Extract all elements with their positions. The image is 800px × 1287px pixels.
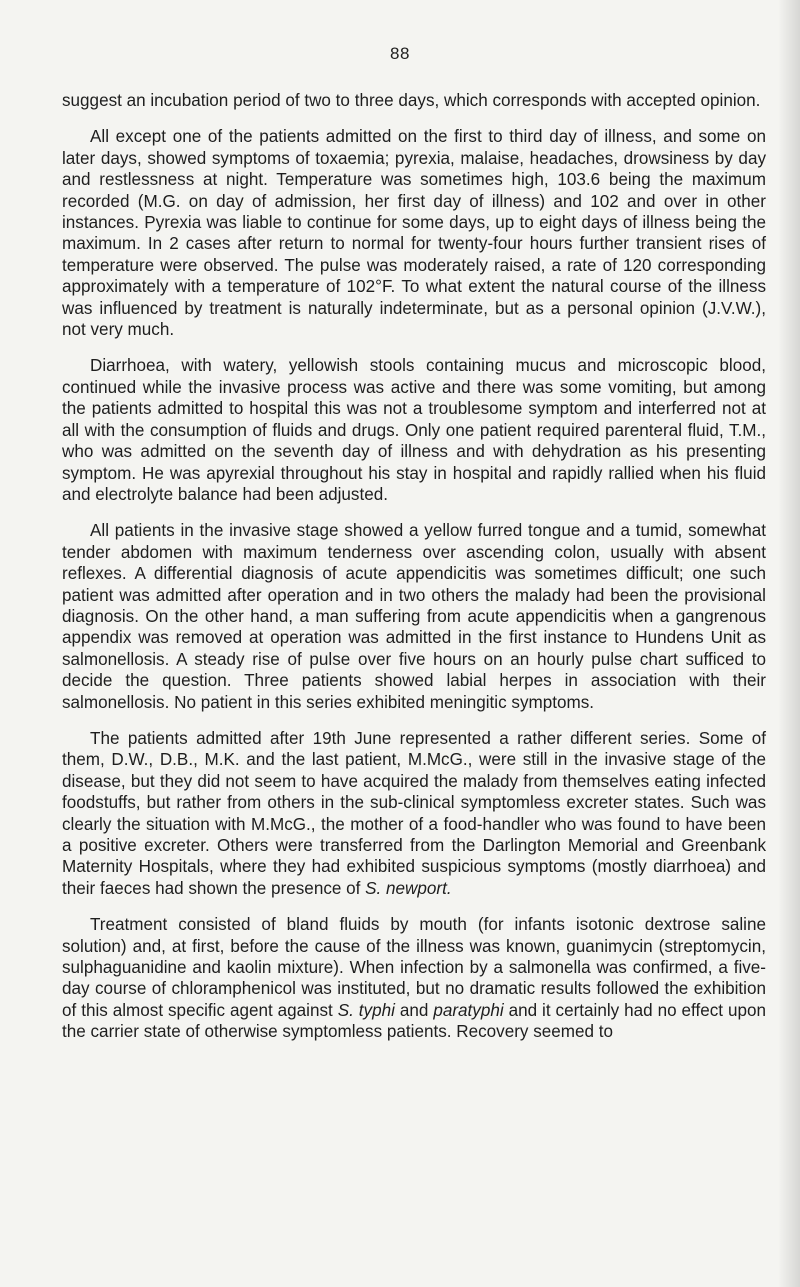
species-name: paratyphi [433,1000,504,1020]
species-name: S. typhi [337,1000,395,1020]
paragraph-text: and [394,1000,434,1020]
paragraph [62,914,766,1042]
paragraph: All except one of the patients admitted on the first to third day of illness, and some on later days, showed symptoms of toxaemia; pyrexia, malaise, headaches, drowsiness by day and restlessness at night. Temperature was sometimes high, 103.6 being the maximum recorded (M.G. on day of admission, her first day of illness) and 102 and over in other instances. Pyrexia was liable to continue for some days, up to eight days of illness being the maximum. In 2 cases after return to normal for twenty-four hours further transient rises of temperature were observed. The pulse was moderately raised, a rate of 120 corresponding approximately with a temperature of 102°F. To what extent the natural course of the illness was influenced by treatment is naturally indeterminate, but as a personal opinion (J.V.W.), not very much. [62,127,766,340]
paragraph [62,728,766,899]
page-number: 88 [390,44,410,63]
paragraph: All patients in the invasive stage showed a yellow furred tongue and a tumid, somewhat tender abdomen with maximum tenderness over ascending colon, usually with absent reflexes. A differential diagnosis of acute appendicitis was sometimes difficult; one such patient was admitted after operation and in two others the malady had been the provisional diagnosis. On the other hand, a man suffering from acute appendicitis when a gangrenous appendix was removed at operation was admitted in the first instance to Hundens Unit as salmonellosis. A steady rise of pulse over five hours on an hourly pulse chart sufficed to decide the question. Three patients showed labial herpes in association with their salmonellosis. No patient in this series exhibited meningitic symptoms. [62,521,766,712]
page-edge-shadow [778,0,800,1287]
paragraph: suggest an incubation period of two to three days, which corresponds with accepted opinion. [62,91,761,110]
paragraph-text: and it certainly had no effect upon the carrier state of otherwise symptomless patients. Recovery seemed to [62,1000,766,1042]
paragraph: Diarrhoea, with watery, yellowish stools containing mucus and microscopic blood, continued while the invasive process was active and there was some vomiting, but among the patients admitted to hospital this was not a troublesome symptom and interferred not at all with the consumption of fluids and drugs. Only one patient required parenteral fluid, T.M., who was admitted on the seventh day of illness and with dehydration as his presenting symptom. He was apyrexial throughout his stay in hospital and rapidly rallied when his fluid and electrolyte balance had been adjusted. [62,356,766,504]
body-text [62,90,766,1058]
paragraph-text: The patients admitted after 19th June represented a rather different series. Some of them, D.W., D.B., M.K. and the last patient, M.McG., were still in the invasive stage of the disease, but they did not seem to have acquired the malady from themselves eating infected foodstuffs, but rather from others in the sub-clinical symptomless excreter states. Such was clearly the situation with M.McG., the mother of a food-handler who was found to have been a positive excreter. Others were transferred from the Darlington Memorial and Greenbank Maternity Hospitals, where they had exhibited suspicious symptoms (mostly diarrhoea) and their faeces had shown the presence of [62,728,766,898]
species-name: S. newport. [365,878,452,898]
paragraph-text: Treatment consisted of bland fluids by mouth (for infants isotonic dextrose saline solution) and, at first, before the cause of the illness was known, guanimycin (streptomycin, sulphaguanidine and kaolin mixture). When infection by a salmonella was confirmed, a five-day course of chloramphenicol was instituted, but no dramatic results followed the exhibition of this almost specific agent against [62,915,766,1020]
